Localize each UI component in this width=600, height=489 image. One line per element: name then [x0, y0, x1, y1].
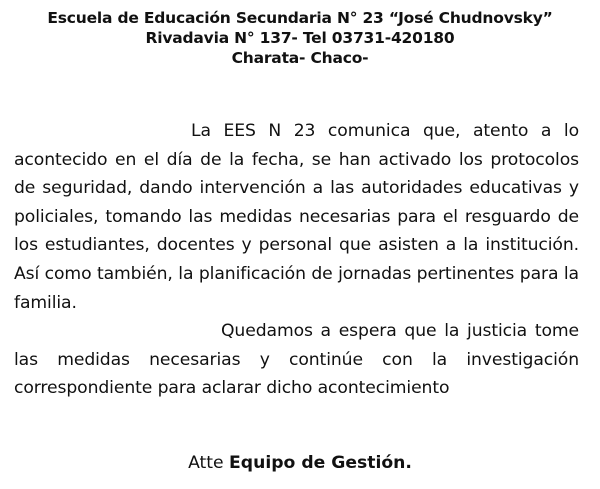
school-location: Charata- Chaco-: [231, 49, 369, 67]
document-header: [0, 8, 600, 68]
closing-paragraph: Quedamos a espera que la justicia tome las medidas necesarias y continúe con la investigación correspondiente para aclarar dicho acontecimiento: [14, 321, 579, 399]
school-address: Rivadavia N° 137- Tel 03731-420180: [145, 29, 455, 47]
school-name: Escuela de Educación Secundaria N° 23 “José Chudnovsky”: [47, 9, 553, 27]
signature: [0, 449, 600, 477]
signature-prefix: Atte: [188, 453, 224, 473]
statement-paragraph: La EES N 23 comunica que, atento a lo acontecido en el día de la fecha, se han activado los protocolos de seguridad, dando intervención a las autoridades educativas y policiales, tomando las medidas necesarias para el resguardo de los estudiantes, docentes y personal que asisten a la institución. Así como también, la planificación de jornadas pertinentes para la familia.: [14, 121, 579, 313]
signature-team: Equipo de Gestión.: [229, 453, 412, 473]
document-body: [14, 117, 579, 403]
